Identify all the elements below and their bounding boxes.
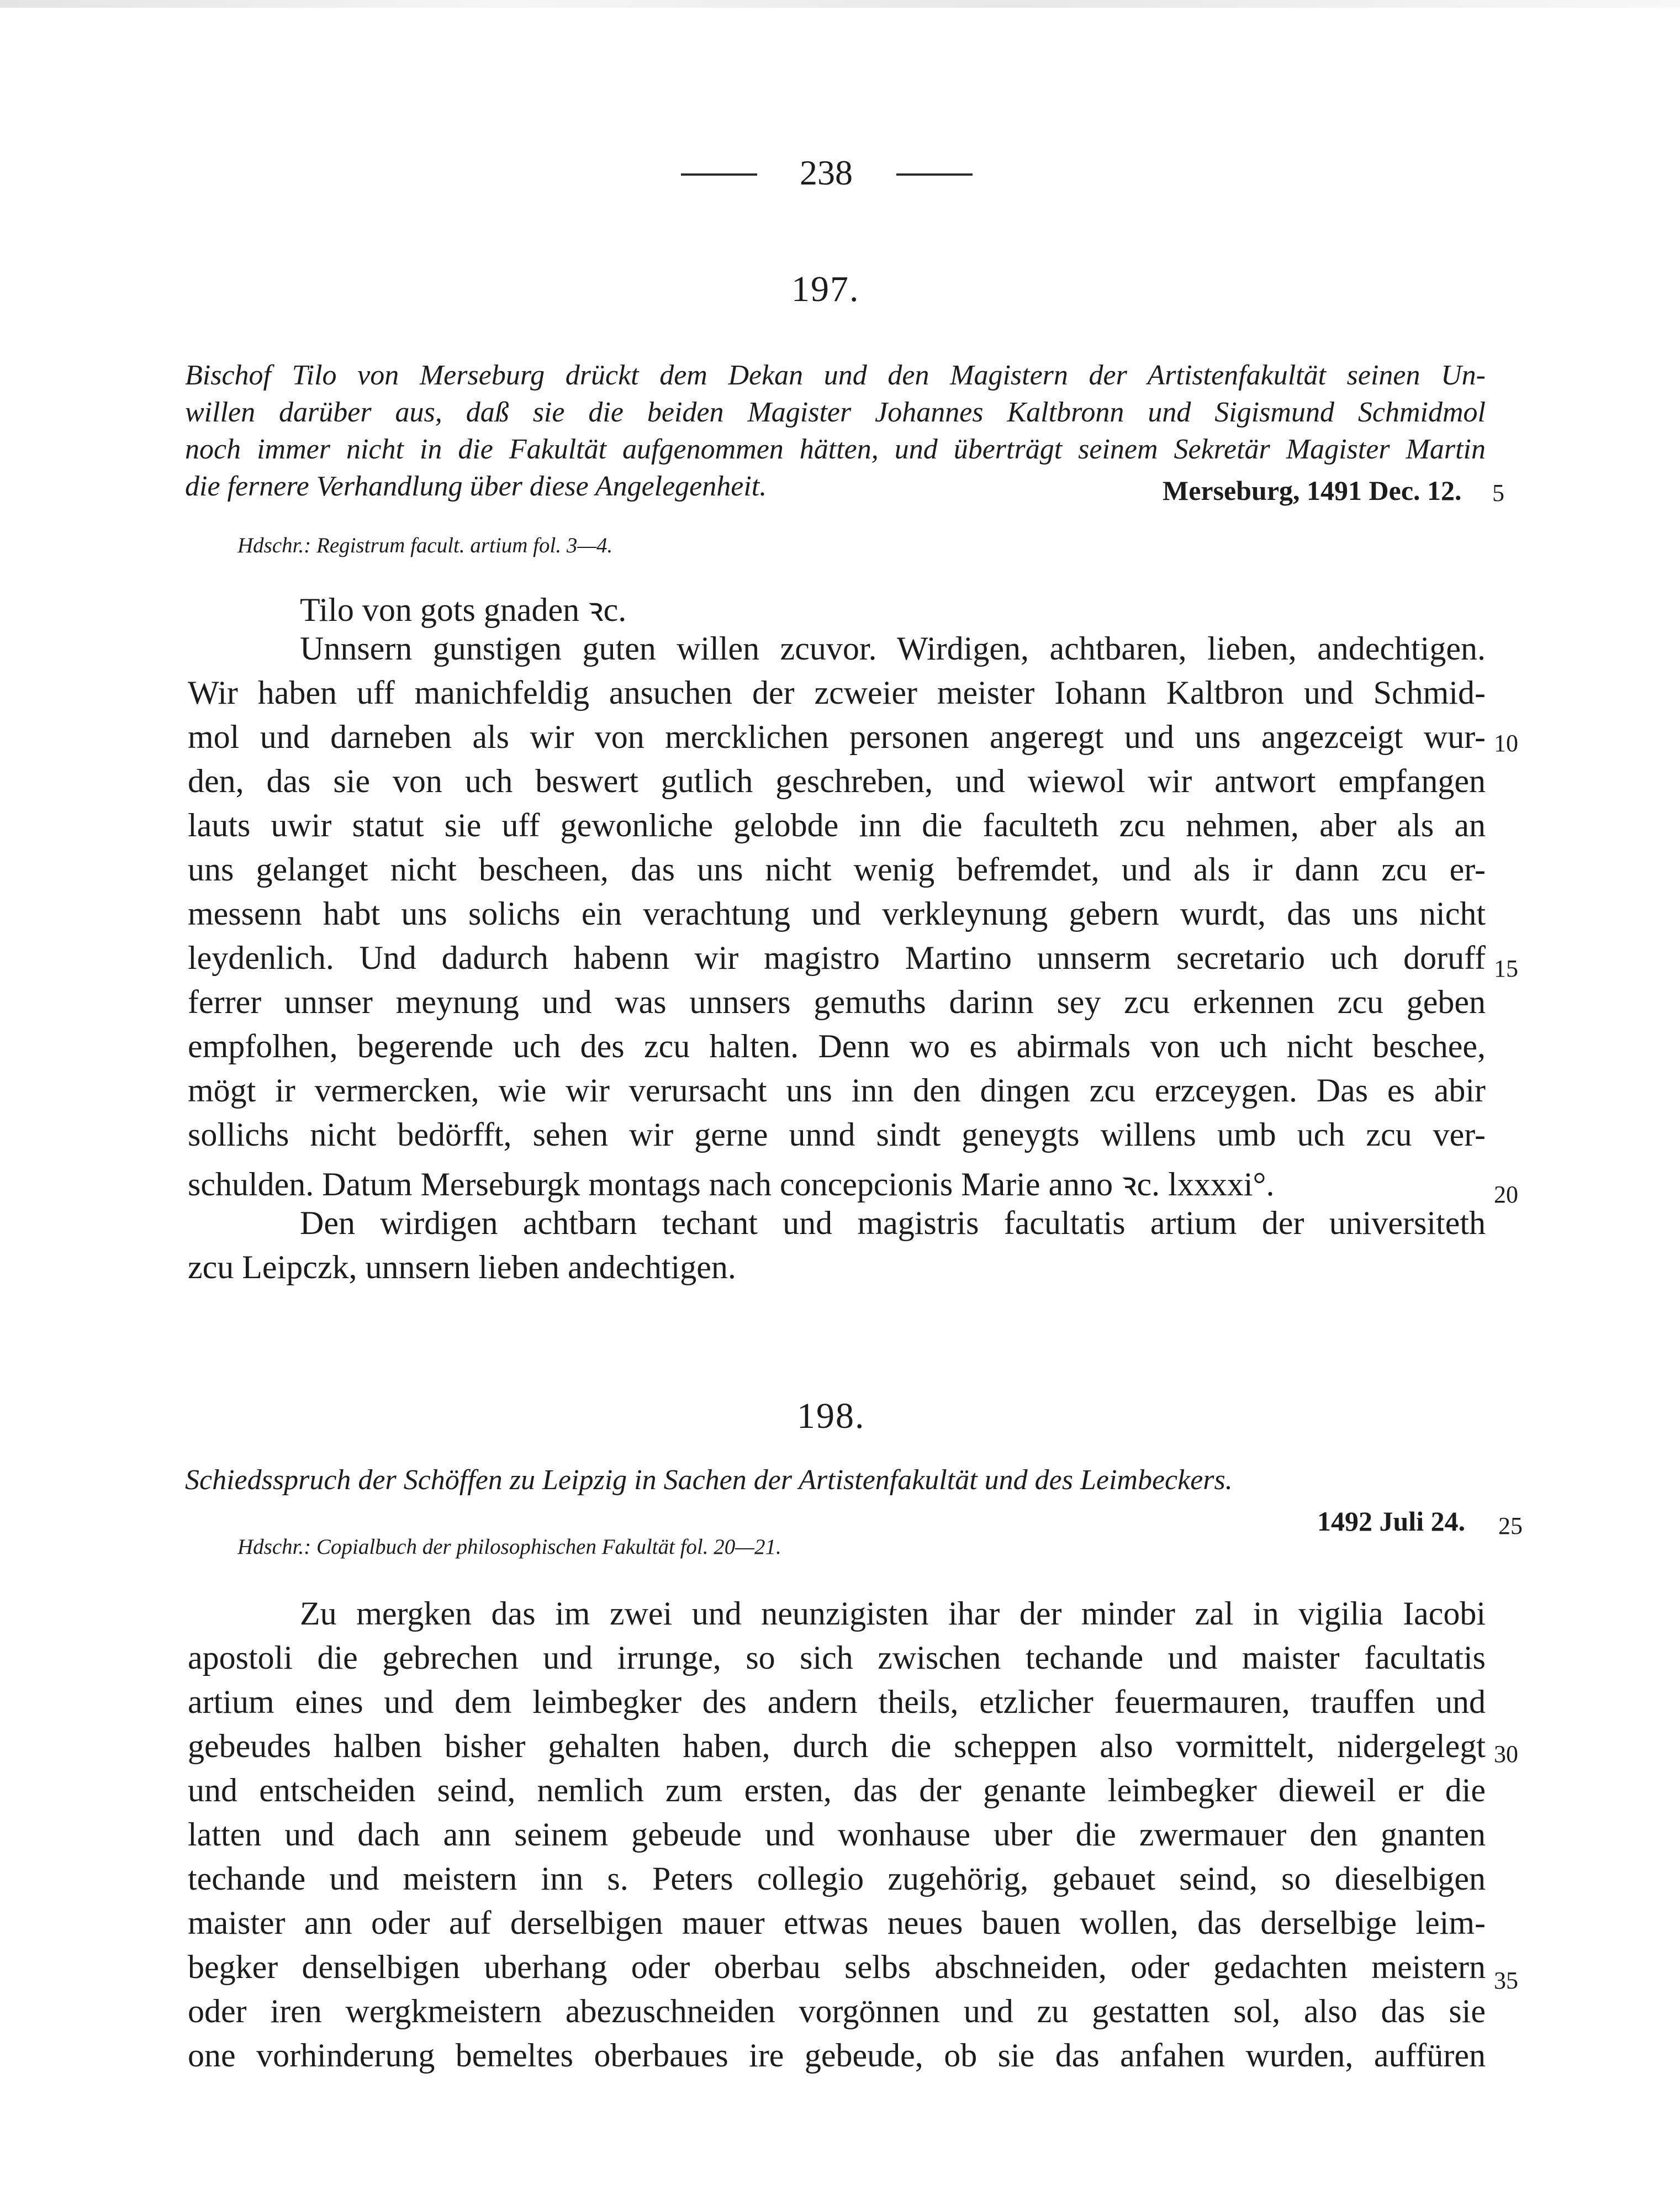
scan-edge-noise	[0, 0, 1680, 8]
entry-197-text-line: Unnsern gunstigen guten willen zcuvor. Wirdigen, achtbaren, lieben, andechtigen.	[300, 630, 1486, 667]
entry-197-text-line: uns gelanget nicht bescheen, das uns nicht wenig befremdet, und als ir dann zcu er-	[188, 851, 1486, 888]
entry-197-text-line: mol und darneben als wir von mercklichen personen angeregt und uns angezceigt wur-	[188, 719, 1486, 755]
entry-198-text-line: und entscheiden seind, nemlich zum ersten, das der genante leimbegker dieweil er die	[188, 1772, 1486, 1808]
entry-197-summary-line: noch immer nicht in die Fakultät aufgenommen hätten, und überträgt seinem Sekretär Magister Martin	[185, 434, 1486, 465]
entry-197-summary-line: die fernere Verhandlung über diese Angelegenheit.	[185, 471, 767, 502]
entry-197-text-line: ferrer unnser meynung und was unnsers gemuths darinn sey zcu erkennen zcu geben	[188, 984, 1486, 1020]
header-rule-right	[896, 173, 973, 176]
line-number: 15	[1494, 955, 1518, 982]
entry-197-text-line: empfolhen, begerende uch des zcu halten. Denn wo es abirmals von uch nicht beschee,	[188, 1028, 1486, 1064]
entry-197-source: Hdschr.: Registrum facult. artium fol. 3—4.	[237, 534, 613, 557]
entry-198-text-line: gebeudes halben bisher gehalten haben, durch die scheppen also vormittelt, nidergelegt	[188, 1728, 1486, 1764]
entry-197-text-line: Den wirdigen achtbarn techant und magistris facultatis artium der universiteth	[300, 1205, 1486, 1241]
entry-198-text-line: begker denselbigen uberhang oder oberbau selbs abschneiden, oder gedachten meistern	[188, 1949, 1486, 1985]
line-number: 5	[1492, 479, 1504, 507]
entry-197-summary-line: willen darüber aus, daß sie die beiden Magister Johannes Kaltbronn und Sigismund Schmidmol	[185, 397, 1486, 428]
entry-198-text-line: oder iren wergkmeistern abezuschneiden vorgönnen und zu gestatten sol, also das sie	[188, 1993, 1486, 2029]
entry-197-number: 197.	[791, 269, 860, 309]
entry-197-text-line: leydenlich. Und dadurch habenn wir magistro Martino unnserm secretario uch doruff	[188, 940, 1486, 976]
line-number: 25	[1498, 1512, 1523, 1539]
entry-198-text-line: maister ann oder auf derselbigen mauer ettwas neues bauen wollen, das derselbige leim-	[188, 1905, 1486, 1941]
entry-197-text-line: Wir haben uff manichfeldig ansuchen der zcweier meister Iohann Kaltbron und Schmid-	[188, 674, 1486, 711]
entry-197-text-line: den, das sie von uch beswert gutlich geschreben, und wiewol wir antwort empfangen	[188, 763, 1486, 799]
line-number: 30	[1494, 1740, 1518, 1768]
entry-197-place-date: Merseburg, 1491 Dec. 12.	[1163, 475, 1462, 506]
line-number: 35	[1494, 1967, 1518, 1994]
entry-197-text-line: lauts uwir statut sie uff gewonliche gelobde inn die faculteth zcu nehmen, aber als an	[188, 807, 1486, 843]
entry-197-summary-line: Bischof Tilo von Merseburg drückt dem Dekan und den Magistern der Artistenfakultät seinen Un-	[185, 360, 1486, 391]
entry-197-text-line: sollichs nicht bedörfft, sehen wir gerne unnd sindt geneygts willens umb uch zcu ver-	[188, 1116, 1486, 1153]
header-rule-left	[681, 173, 757, 176]
entry-198-place-date: 1492 Juli 24.	[1317, 1506, 1466, 1537]
line-number: 20	[1494, 1181, 1518, 1208]
entry-198-number: 198.	[797, 1396, 865, 1436]
line-number: 10	[1494, 730, 1518, 757]
entry-197-text-line: messenn habt uns solichs ein verachtung und verkleynung gebern wurdt, das uns nicht	[188, 895, 1486, 932]
entry-198-source: Hdschr.: Copialbuch der philosophischen Fakultät fol. 20—21.	[237, 1535, 781, 1559]
entry-198-text-line: latten und dach ann seinem gebeude und wonhause uber die zwermauer den gnanten	[188, 1816, 1486, 1853]
entry-197-text-line: schulden. Datum Merseburgk montags nach concepcionis Marie anno ꝛc. lxxxxi°.	[188, 1166, 1275, 1202]
entry-198-text-line: one vorhinderung bemeltes oberbaues ire gebeude, ob sie das anfahen wurden, auffüren	[188, 2037, 1486, 2074]
entry-198-text-line: apostoli die gebrechen und irrunge, so sich zwischen techande und maister facultatis	[188, 1639, 1486, 1676]
entry-198-text-line: artium eines und dem leimbegker des andern theils, etzlicher feuermauren, trauffen und	[188, 1684, 1486, 1720]
entry-197-text-line: mögt ir vermercken, wie wir verursacht uns inn den dingen zcu erzceygen. Das es abir	[188, 1072, 1486, 1109]
entry-198-text-line: techande und meistern inn s. Peters collegio zugehörig, gebauet seind, so dieselbigen	[188, 1860, 1486, 1897]
entry-198-summary: Schiedsspruch der Schöffen zu Leipzig in Sachen der Artistenfakultät und des Leimbeckers.	[185, 1464, 1233, 1496]
page-number: 238	[800, 153, 853, 192]
entry-197-text-line: Tilo von gots gnaden ꝛc.	[300, 592, 627, 628]
entry-198-text-line: Zu mergken das im zwei und neunzigisten ihar der minder zal in vigilia Iacobi	[300, 1595, 1486, 1632]
entry-197-text-line: zcu Leipczk, unnsern lieben andechtigen.	[188, 1249, 736, 1285]
